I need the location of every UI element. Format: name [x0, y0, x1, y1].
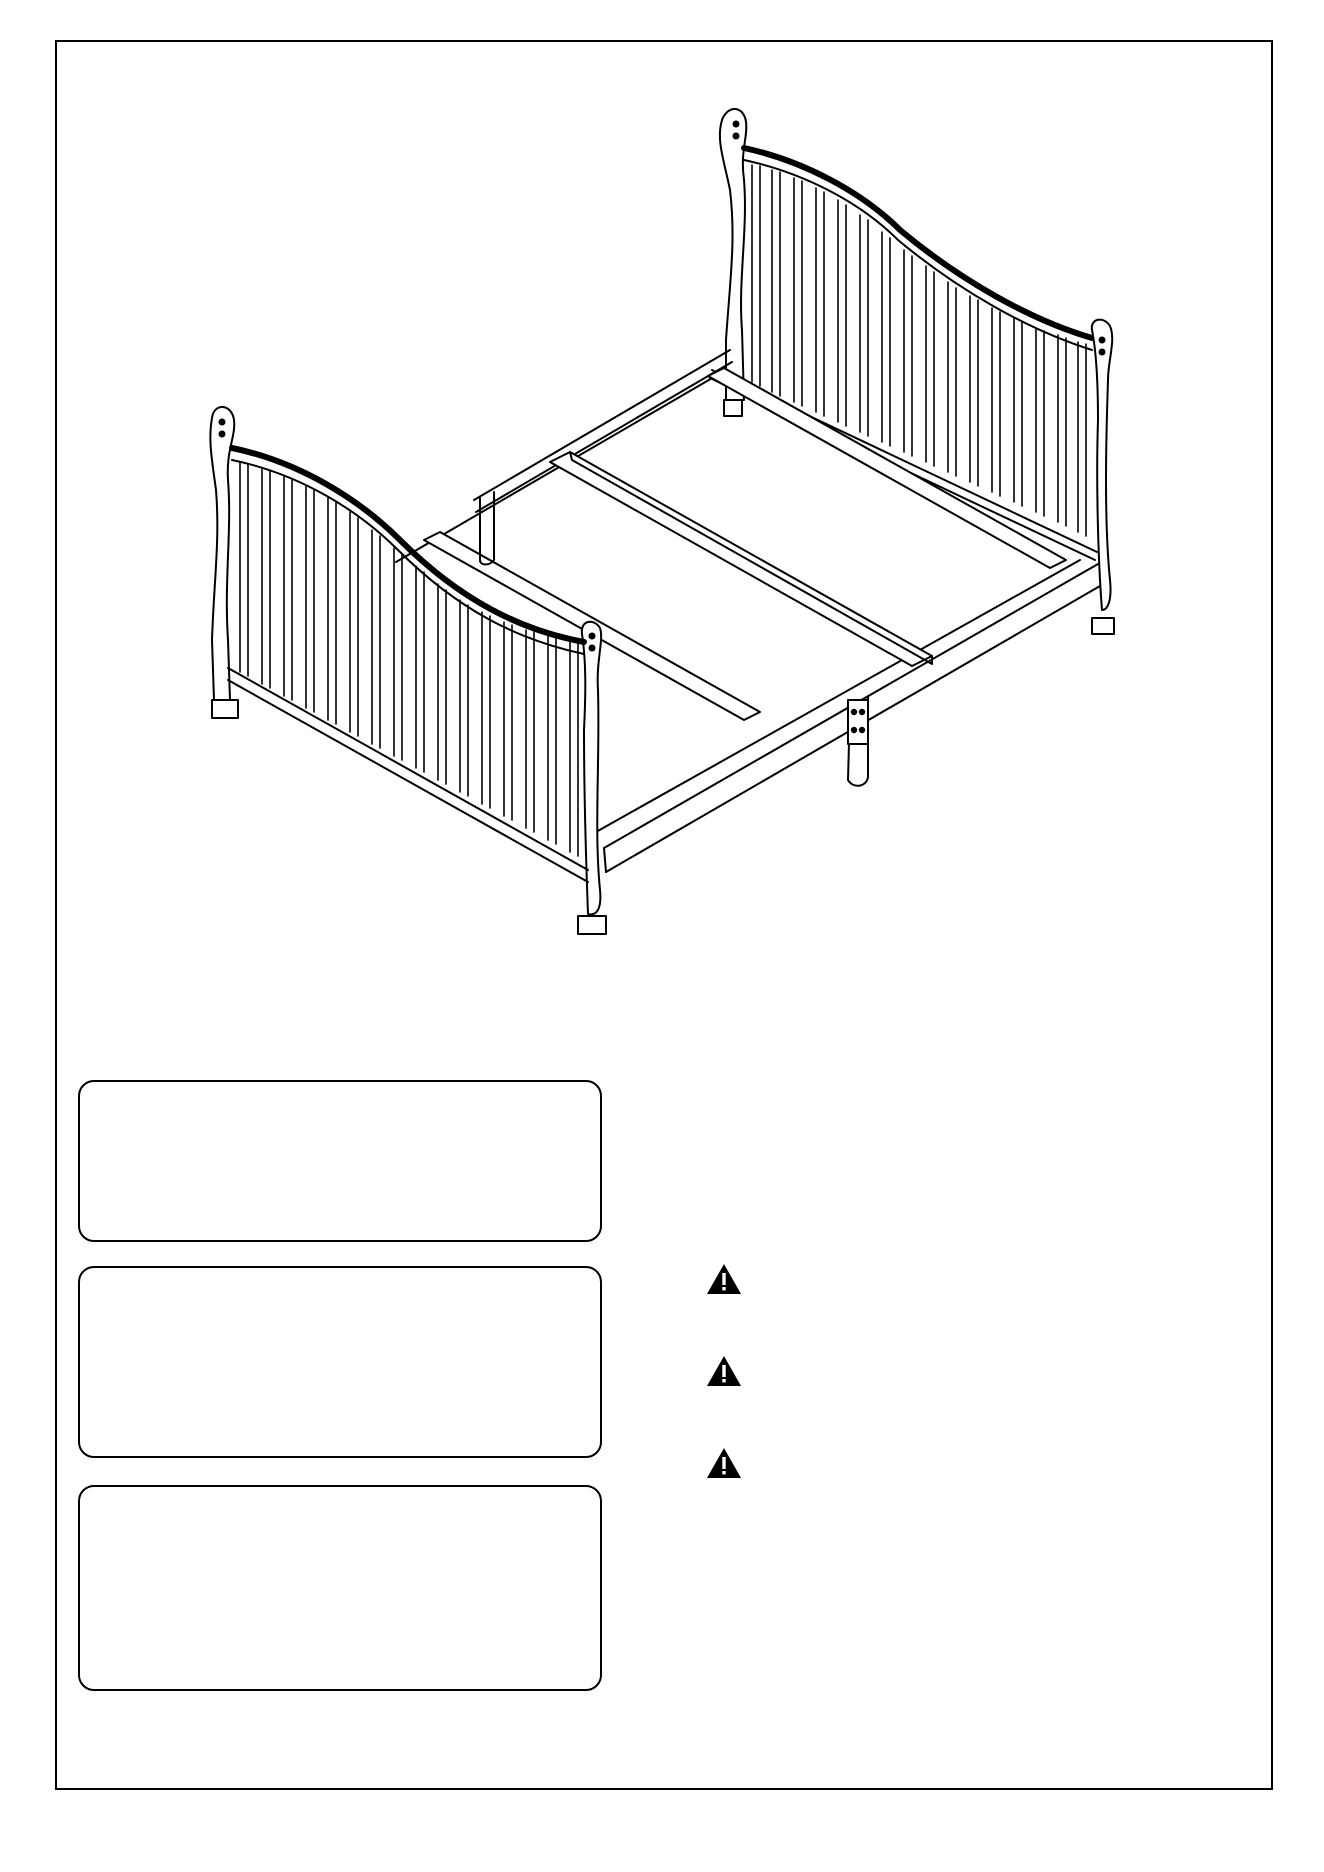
- warning-triangle-icon: [705, 1354, 743, 1388]
- bed-frame-rails: [396, 350, 1100, 872]
- note-box-3: [78, 1485, 602, 1691]
- note-box-1: [78, 1080, 602, 1242]
- warning-triangle-icon: [705, 1446, 743, 1480]
- front-footboard-slats: [240, 462, 578, 856]
- note-box-2: [78, 1266, 602, 1458]
- warning-triangle-icon: [705, 1262, 743, 1296]
